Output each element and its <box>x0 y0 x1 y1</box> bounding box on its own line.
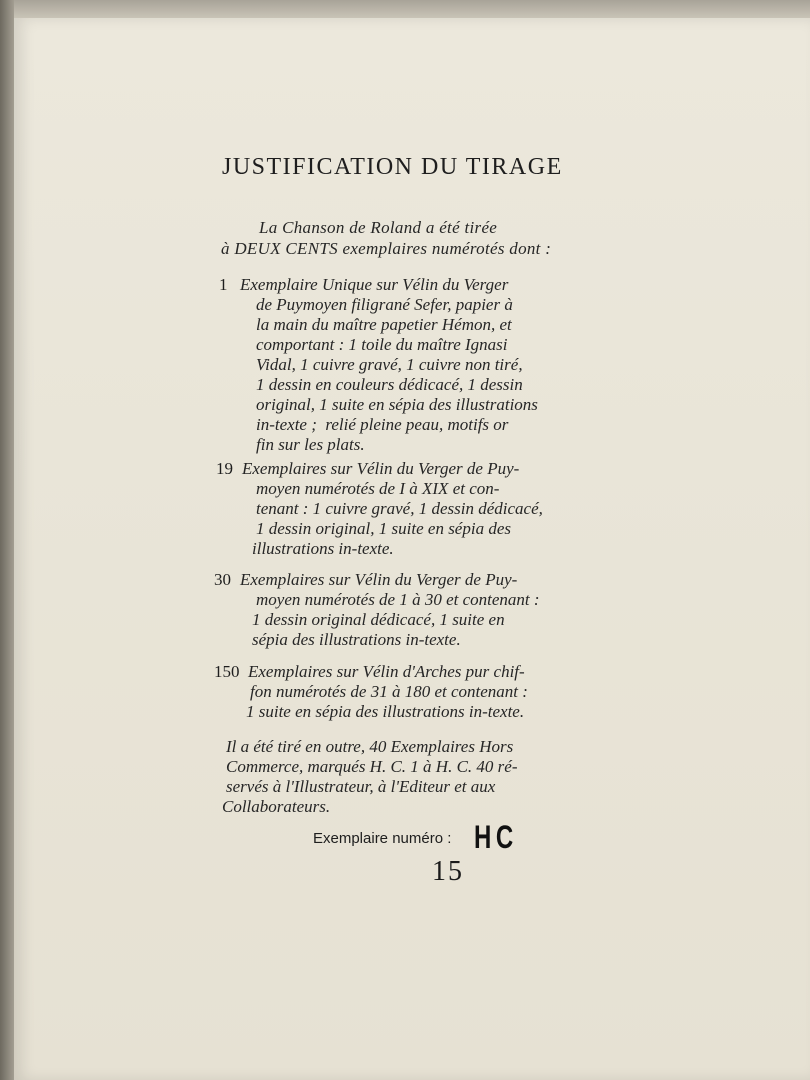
entry-2-line-4: 1 dessin original, 1 suite en sépia des <box>256 519 511 538</box>
entry-3-line-3: 1 dessin original dédicacé, 1 suite en <box>252 610 505 629</box>
entry-2-line-5: illustrations in-texte. <box>252 539 394 558</box>
copy-number-label: Exemplaire numéro : <box>313 830 452 847</box>
entry-count-19: 19 <box>216 459 233 478</box>
copy-number-stamp-letters: HC <box>474 819 518 855</box>
closing-line-4: Collaborateurs. <box>222 797 331 816</box>
copy-number-stamp-number: 15 <box>432 856 464 887</box>
entry-2-line-1: Exemplaires sur Vélin du Verger de Puy- <box>242 459 520 478</box>
entry-4-line-2: fon numérotés de 31 à 180 et contenant : <box>250 682 528 701</box>
entry-count-30: 30 <box>214 570 231 589</box>
closing-line-2: Commerce, marqués H. C. 1 à H. C. 40 ré- <box>226 757 518 776</box>
entry-1-line-1: Exemplaire Unique sur Vélin du Verger <box>240 275 509 294</box>
entry-3-line-2: moyen numérotés de 1 à 30 et contenant : <box>256 590 540 609</box>
entry-2-line-2: moyen numérotés de I à XIX et con- <box>256 479 500 498</box>
entry-1-line-6: 1 dessin en couleurs dédicacé, 1 dessin <box>256 375 523 394</box>
entry-1-line-9: fin sur les plats. <box>256 435 365 454</box>
page-title: JUSTIFICATION DU TIRAGE <box>222 154 563 180</box>
entry-3-line-1: Exemplaires sur Vélin du Verger de Puy- <box>240 570 518 589</box>
entry-3-line-4: sépia des illustrations in-texte. <box>252 630 461 649</box>
intro-line-2: à DEUX CENTS exemplaires numérotés dont : <box>221 239 552 258</box>
entry-1-line-2: de Puymoyen filigrané Sefer, papier à <box>256 295 513 314</box>
entry-2-line-3: tenant : 1 cuivre gravé, 1 dessin dédicacé, <box>256 499 543 518</box>
entry-1-line-8: in-texte ; relié pleine peau, motifs or <box>256 415 509 434</box>
closing-line-1: Il a été tiré en outre, 40 Exemplaires Hors <box>226 737 514 756</box>
entry-4-line-3: 1 suite en sépia des illustrations in-texte. <box>246 702 525 721</box>
book-binding-edge <box>0 0 14 1080</box>
entry-1-line-4: comportant : 1 toile du maître Ignasi <box>256 335 508 354</box>
entry-1-line-7: original, 1 suite en sépia des illustrations <box>256 395 538 414</box>
entry-count-150: 150 <box>214 662 240 681</box>
entry-4-line-1: Exemplaires sur Vélin d'Arches pur chif- <box>248 662 525 681</box>
entry-count-1: 1 <box>219 275 228 294</box>
intro-line-1: La Chanson de Roland a été tirée <box>259 218 498 237</box>
closing-line-3: servés à l'Illustrateur, à l'Editeur et aux <box>226 777 496 796</box>
book-top-edge <box>0 0 810 18</box>
entry-1-line-3: la main du maître papetier Hémon, et <box>256 315 512 334</box>
entry-1-line-5: Vidal, 1 cuivre gravé, 1 cuivre non tiré, <box>256 355 523 374</box>
